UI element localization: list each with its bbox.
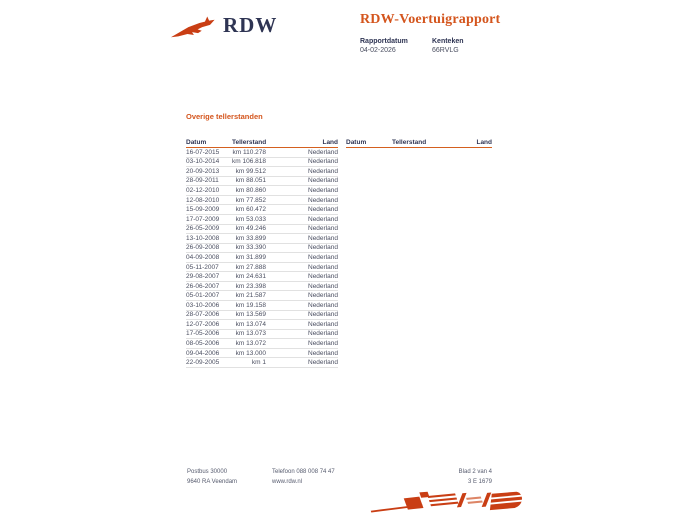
odometer-cell: 49.246 km bbox=[235, 225, 266, 233]
country-cell: Nederland bbox=[308, 253, 338, 261]
footer-address-line2: 9640 RA Veendam bbox=[187, 479, 238, 485]
date-cell: 08-05-2006 bbox=[186, 340, 220, 348]
odometer-cell: 19.158 km bbox=[235, 301, 266, 309]
table-row bbox=[186, 167, 338, 177]
table-row bbox=[186, 301, 338, 311]
date-cell: 12-07-2006 bbox=[186, 320, 220, 328]
report-date-value: 04-02-2026 bbox=[360, 47, 396, 54]
odometer-cell: 13.073 km bbox=[235, 330, 266, 338]
report-title: RDW-Voertuigrapport bbox=[360, 12, 501, 27]
date-cell: 03-10-2006 bbox=[186, 301, 220, 309]
odometer-table-body bbox=[186, 148, 338, 368]
country-cell: Nederland bbox=[308, 349, 338, 357]
table-row bbox=[186, 215, 338, 225]
table-row bbox=[186, 177, 338, 187]
country-cell: Nederland bbox=[308, 167, 338, 175]
country-cell: Nederland bbox=[308, 187, 338, 195]
odometer-cell: 24.631 km bbox=[235, 273, 266, 281]
country-cell: Nederland bbox=[308, 158, 338, 166]
country-cell: Nederland bbox=[308, 311, 338, 319]
license-plate-block bbox=[432, 38, 464, 54]
table-row bbox=[186, 311, 338, 321]
odometer-table-left bbox=[186, 137, 338, 368]
rdw-logo bbox=[170, 13, 277, 44]
date-cell: 15-09-2009 bbox=[186, 206, 220, 214]
license-plate-label: Kenteken bbox=[432, 38, 464, 45]
odometer-cell: 13.000 km bbox=[235, 349, 266, 357]
date-cell: 03-10-2014 bbox=[186, 158, 220, 166]
footer-page-indicator: Blad 2 van 4 bbox=[458, 469, 492, 475]
report-date-block bbox=[360, 38, 408, 54]
section-title: Overige tellerstanden bbox=[186, 112, 263, 121]
date-cell: 02-12-2010 bbox=[186, 187, 220, 195]
table-row bbox=[186, 244, 338, 254]
date-cell: 29-08-2007 bbox=[186, 273, 220, 281]
country-cell: Nederland bbox=[308, 273, 338, 281]
report-date-label: Rapportdatum bbox=[360, 38, 408, 45]
country-cell: Nederland bbox=[308, 196, 338, 204]
footer-paging bbox=[392, 467, 492, 487]
odometer-cell: 53.033 km bbox=[235, 215, 266, 223]
country-cell: Nederland bbox=[308, 301, 338, 309]
footer-contact bbox=[272, 467, 335, 487]
country-cell: Nederland bbox=[308, 225, 338, 233]
column-header-tellerstand: Tellerstand bbox=[232, 139, 267, 146]
table-row bbox=[186, 186, 338, 196]
column-header-land: Land bbox=[476, 139, 492, 146]
column-header-datum: Datum bbox=[346, 139, 367, 146]
column-header-datum: Datum bbox=[186, 139, 207, 146]
footer-phone: Telefoon 088 008 74 47 bbox=[272, 469, 335, 475]
column-header-tellerstand: Tellerstand bbox=[392, 139, 427, 146]
table-row bbox=[186, 339, 338, 349]
date-cell: 28-09-2011 bbox=[186, 177, 219, 185]
odometer-cell: 110.278 km bbox=[232, 148, 266, 156]
footer-address bbox=[187, 467, 237, 487]
odometer-cell: 77.852 km bbox=[235, 196, 266, 204]
country-cell: Nederland bbox=[308, 263, 338, 271]
date-cell: 04-09-2008 bbox=[186, 253, 220, 261]
odometer-cell: 33.899 km bbox=[235, 234, 266, 242]
country-cell: Nederland bbox=[308, 359, 338, 367]
footer-doc-code: 3 E 1679 bbox=[467, 479, 492, 485]
odometer-cell: 88.051 km bbox=[235, 177, 266, 185]
column-header-land: Land bbox=[322, 139, 338, 146]
table-row bbox=[186, 148, 338, 158]
rdw-bird-icon bbox=[170, 13, 216, 44]
odometer-cell: 80.860 km bbox=[235, 187, 266, 195]
odometer-cell: 13.072 km bbox=[235, 340, 266, 348]
country-cell: Nederland bbox=[308, 340, 338, 348]
table-row bbox=[186, 263, 338, 273]
odometer-cell: 13.569 km bbox=[235, 311, 266, 319]
country-cell: Nederland bbox=[308, 330, 338, 338]
rdw-stripes-graphic bbox=[362, 491, 528, 513]
license-plate-value: 66RVLG bbox=[432, 47, 459, 54]
country-cell: Nederland bbox=[308, 282, 338, 290]
table-header-row bbox=[186, 137, 338, 148]
table-row bbox=[186, 272, 338, 282]
country-cell: Nederland bbox=[308, 206, 338, 214]
odometer-cell: 23.398 km bbox=[235, 282, 266, 290]
date-cell: 28-07-2006 bbox=[186, 311, 220, 319]
table-row bbox=[186, 358, 338, 368]
date-cell: 26-06-2007 bbox=[186, 282, 220, 290]
table-row bbox=[186, 320, 338, 330]
odometer-cell: 1 km bbox=[251, 359, 266, 367]
table-row bbox=[186, 330, 338, 340]
date-cell: 09-04-2006 bbox=[186, 349, 220, 357]
date-cell: 05-01-2007 bbox=[186, 292, 220, 300]
odometer-cell: 60.472 km bbox=[235, 206, 266, 214]
table-row bbox=[186, 253, 338, 263]
odometer-table-right bbox=[346, 137, 492, 148]
table-row bbox=[186, 234, 338, 244]
date-cell: 26-09-2008 bbox=[186, 244, 220, 252]
table-row bbox=[186, 225, 338, 235]
table-row bbox=[186, 158, 338, 168]
date-cell: 26-05-2009 bbox=[186, 225, 220, 233]
odometer-cell: 31.899 km bbox=[235, 253, 266, 261]
odometer-cell: 106.818 km bbox=[232, 158, 266, 166]
date-cell: 05-11-2007 bbox=[186, 263, 219, 271]
date-cell: 16-07-2015 bbox=[186, 148, 220, 156]
table-row bbox=[186, 291, 338, 301]
table-row bbox=[186, 196, 338, 206]
date-cell: 12-08-2010 bbox=[186, 196, 220, 204]
table-row bbox=[186, 349, 338, 359]
odometer-cell: 21.587 km bbox=[235, 292, 266, 300]
country-cell: Nederland bbox=[308, 244, 338, 252]
date-cell: 20-09-2013 bbox=[186, 167, 220, 175]
country-cell: Nederland bbox=[308, 148, 338, 156]
country-cell: Nederland bbox=[308, 177, 338, 185]
odometer-cell: 99.512 km bbox=[235, 167, 266, 175]
rdw-logo-text: RDW bbox=[223, 13, 278, 37]
table-row bbox=[186, 205, 338, 215]
country-cell: Nederland bbox=[308, 292, 338, 300]
date-cell: 17-05-2006 bbox=[186, 330, 220, 338]
table-header-row bbox=[346, 137, 492, 148]
date-cell: 17-07-2009 bbox=[186, 215, 220, 223]
date-cell: 22-09-2005 bbox=[186, 359, 220, 367]
odometer-cell: 33.390 km bbox=[235, 244, 266, 252]
country-cell: Nederland bbox=[308, 215, 338, 223]
country-cell: Nederland bbox=[308, 234, 338, 242]
country-cell: Nederland bbox=[308, 320, 338, 328]
footer-address-line1: Postbus 30000 bbox=[187, 469, 228, 475]
date-cell: 13-10-2008 bbox=[186, 234, 220, 242]
footer-website: www.rdw.nl bbox=[272, 479, 303, 485]
table-row bbox=[186, 282, 338, 292]
odometer-cell: 13.074 km bbox=[235, 320, 266, 328]
odometer-cell: 27.888 km bbox=[235, 263, 266, 271]
